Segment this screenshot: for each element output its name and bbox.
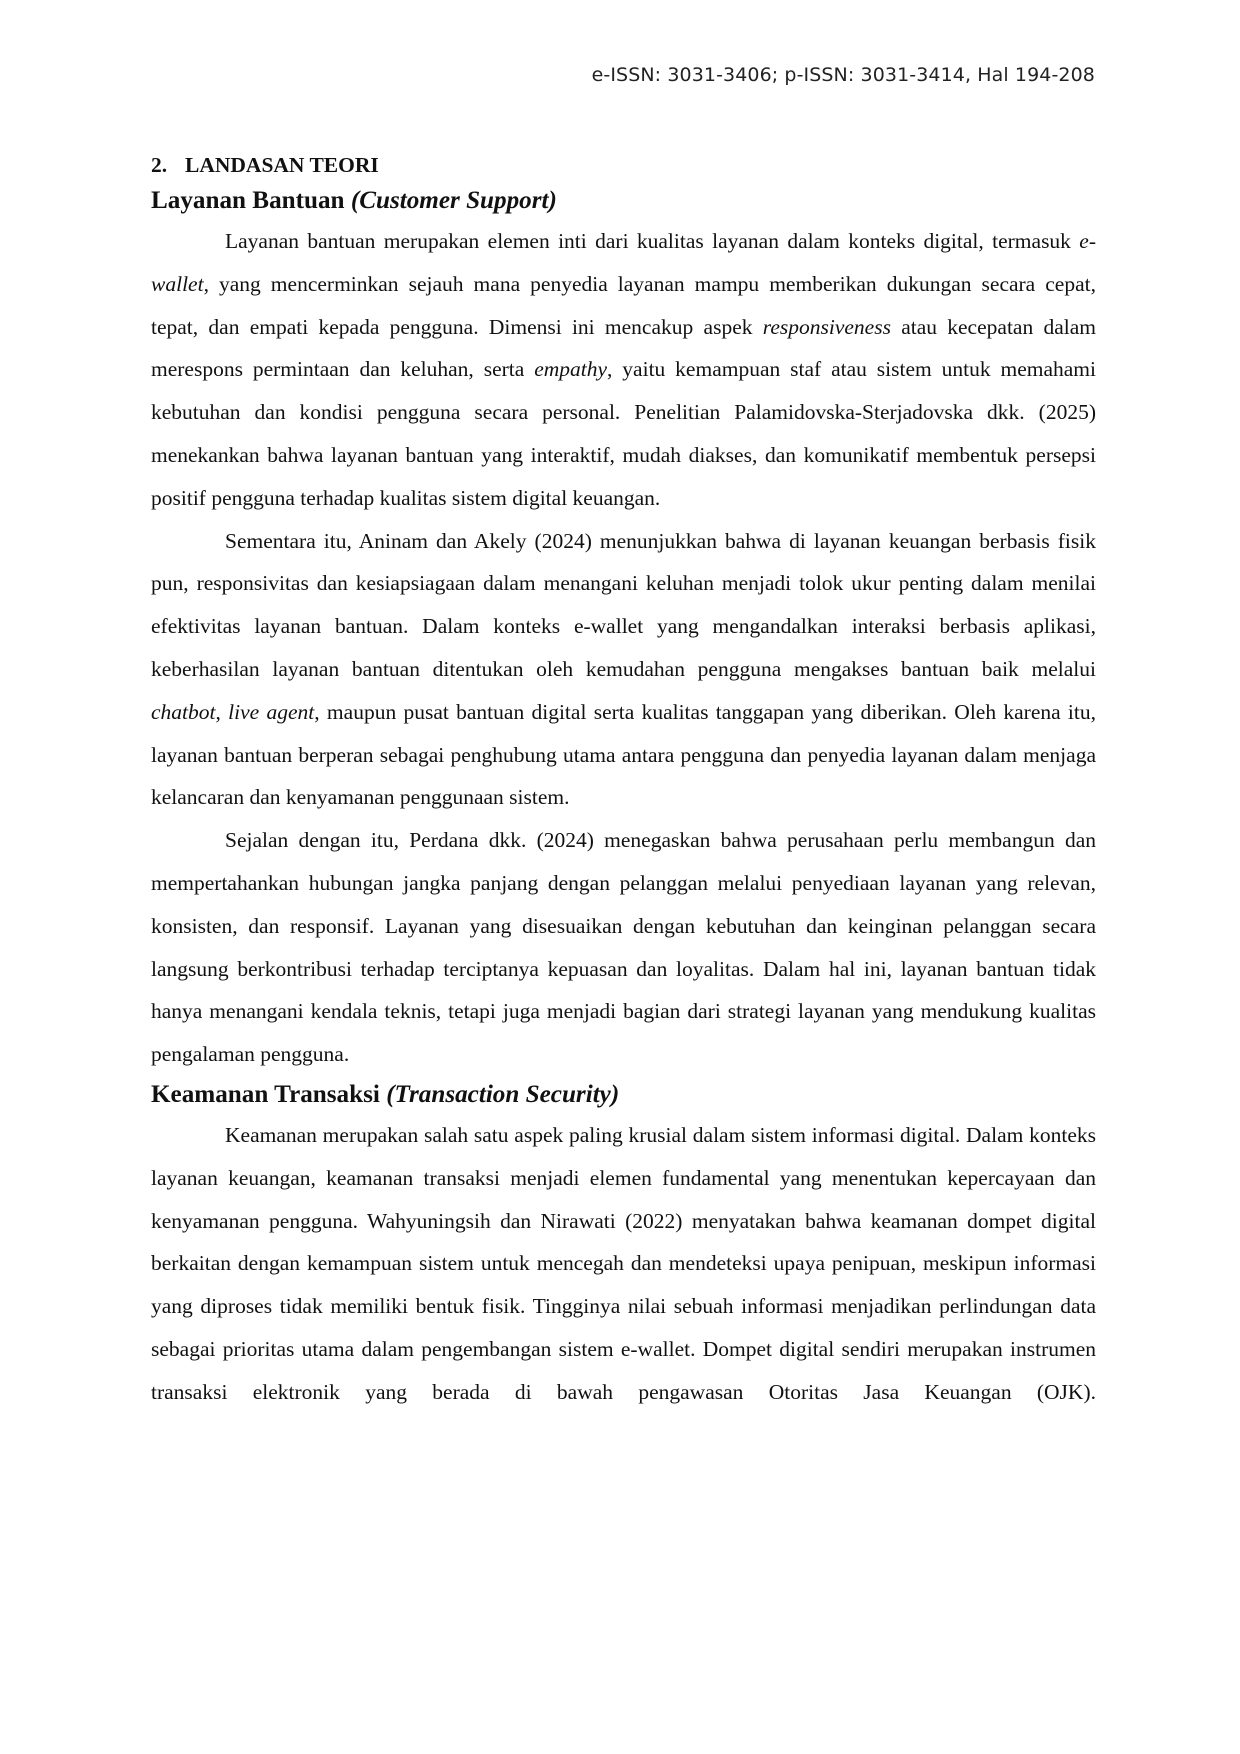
subsection-title-english: (Customer Support) xyxy=(350,187,557,214)
italic-term: live agent xyxy=(228,699,315,724)
text-run: , xyxy=(215,699,229,724)
italic-term: responsiveness xyxy=(762,314,891,339)
section-heading xyxy=(151,148,1096,182)
text-run: atau kecepatan dalam merespons permintaan dan keluhan, serta xyxy=(151,314,1096,382)
paragraph xyxy=(151,1114,1096,1414)
subsection-title: Layanan Bantuan xyxy=(151,187,345,214)
italic-term: empathy xyxy=(534,357,608,382)
text-run: Sementara itu, Aninam dan Akely (2024) menunjukkan bahwa di layanan keuangan berbasis fisik pun, responsivitas dan kesiapsiagaan dalam menangani keluhan menjadi tolok ukur penting dalam menilai efektivitas layanan bantuan. Dalam konteks e-wallet yang mengandalkan interaksi berbasis aplikasi, keberhasilan layanan bantuan ditentukan oleh kemudahan pengguna mengakses bantuan baik melalui xyxy=(151,528,1096,681)
running-header: e-ISSN: 3031-3406; p-ISSN: 3031-3414, Hal 194-208 xyxy=(591,64,1095,86)
text-run: Sejalan dengan itu, Perdana dkk. (2024) menegaskan bahwa perusahaan perlu membangun dan mempertahankan hubungan jangka panjang dengan pelanggan melalui penyediaan layanan yang relevan, konsisten, dan responsif. Layanan yang disesuaikan dengan kebutuhan dan keinginan pelanggan secara langsung berkontribusi terhadap terciptanya kepuasan dan loyalitas. Dalam hal ini, layanan bantuan tidak hanya menangani kendala teknis, tetapi juga menjadi bagian dari strategi layanan yang mendukung kualitas pengalaman pengguna. xyxy=(151,828,1096,1067)
text-run: , yang mencerminkan sejauh mana penyedia layanan mampu memberikan dukungan secara cepat, tepat, dan empati kepada pengguna. Dimensi ini mencakup aspek xyxy=(151,271,1096,339)
paragraph xyxy=(151,819,1096,1076)
subsection-heading xyxy=(151,1076,1096,1114)
italic-term: chatbot xyxy=(151,699,216,724)
subsection-customer-support xyxy=(151,182,1096,1076)
subsection-heading xyxy=(151,182,1096,220)
text-run: , maupun pusat bantuan digital serta kualitas tanggapan yang diberikan. Oleh karena itu, layanan bantuan berperan sebagai penghubung utama antara pengguna dan penyedia layanan dalam menjaga kelancaran dan kenyamanan penggunaan sistem. xyxy=(151,699,1097,810)
text-run: Keamanan merupakan salah satu aspek paling krusial dalam sistem informasi digital. Dalam konteks layanan keuangan, keamanan transaksi menjadi elemen fundamental yang menentukan kepercayaan dan kenyamanan pengguna. Wahyuningsih dan Nirawati (2022) menyatakan bahwa keamanan dompet digital berkaitan dengan kemampuan sistem untuk mencegah dan mendeteksi upaya penipuan, meskipun informasi yang diproses tidak memiliki bentuk fisik. Tingginya nilai sebuah informasi menjadikan perlindungan data sebagai prioritas utama dalam pengembangan sistem e-wallet. Dompet digital sendiri merupakan instrumen transaksi elektronik yang berada di bawah pengawasan Otoritas Jasa Keuangan (OJK). xyxy=(151,1122,1096,1404)
text-run: , yaitu kemampuan staf atau sistem untuk memahami kebutuhan dan kondisi pengguna secara personal. Penelitian Palamidovska-Sterjadovska dkk. (2025) menekankan bahwa layanan bantuan yang interaktif, mudah diakses, dan komunikatif membentuk persepsi positif pengguna terhadap kualitas sistem digital keuangan. xyxy=(151,357,1096,510)
text-run: Layanan bantuan merupakan elemen inti dari kualitas layanan dalam konteks digital, termasuk xyxy=(225,229,1080,253)
paragraph xyxy=(151,220,1096,520)
section-title: LANDASAN TEORI xyxy=(185,153,379,177)
italic-term: e-wallet xyxy=(151,229,1096,296)
paragraph xyxy=(151,520,1096,820)
page-content xyxy=(151,148,1096,1414)
subsection-title-english: (Transaction Security) xyxy=(386,1080,620,1108)
section-number: 2. xyxy=(151,153,168,177)
subsection-transaction-security xyxy=(151,1076,1096,1414)
subsection-title: Keamanan Transaksi xyxy=(151,1080,380,1108)
